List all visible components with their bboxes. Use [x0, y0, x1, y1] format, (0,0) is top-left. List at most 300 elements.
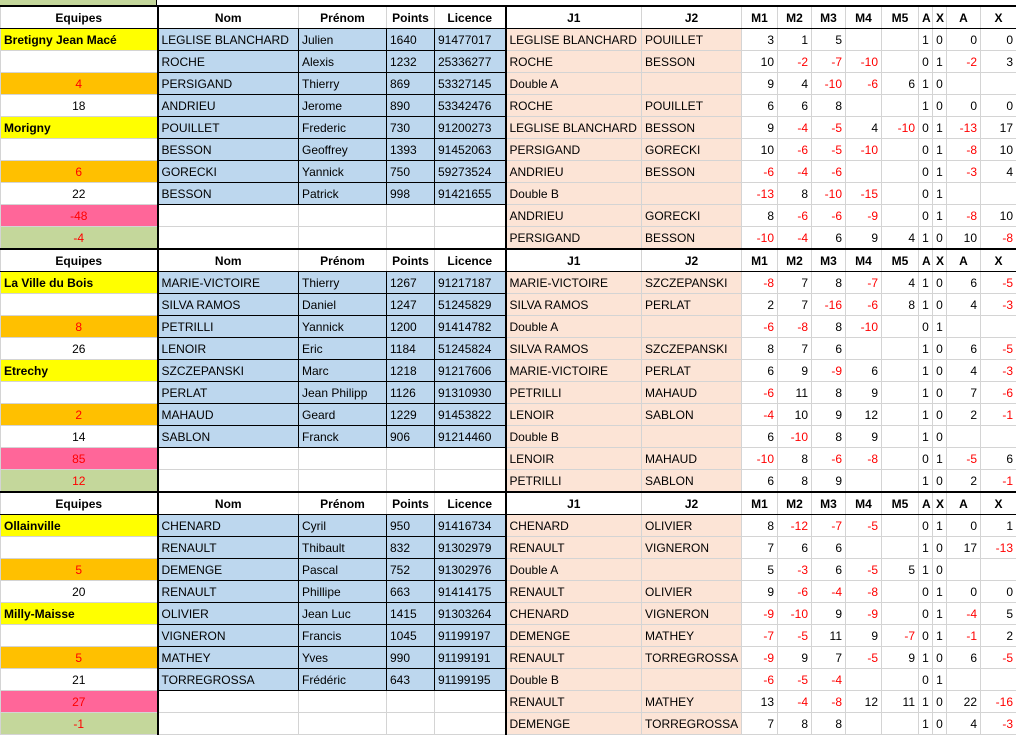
points-diff-a-cell[interactable]: [947, 316, 981, 338]
set-score-cell[interactable]: 8: [812, 272, 846, 294]
team-cell[interactable]: La Ville du Bois: [1, 272, 158, 294]
points-diff-a-cell[interactable]: -1: [947, 625, 981, 647]
points-diff-a-cell[interactable]: 4: [947, 713, 981, 735]
set-score-cell[interactable]: [882, 183, 919, 205]
win-cell[interactable]: 0: [919, 183, 933, 205]
player-points-cell[interactable]: 1640: [387, 29, 435, 51]
team-cell[interactable]: 18: [1, 95, 158, 117]
win-cell[interactable]: 0: [919, 669, 933, 691]
set-score-cell[interactable]: -7: [812, 51, 846, 73]
set-score-cell[interactable]: 9: [846, 227, 882, 250]
set-score-cell[interactable]: [882, 448, 919, 470]
player-licence-cell[interactable]: 91477017: [435, 29, 506, 51]
player-firstname-cell[interactable]: Thierry: [299, 73, 387, 95]
player-points-cell[interactable]: 1200: [387, 316, 435, 338]
points-diff-x-cell[interactable]: -3: [981, 294, 1016, 316]
points-diff-a-cell[interactable]: [947, 183, 981, 205]
set-score-cell[interactable]: 9: [742, 117, 778, 139]
match-player2-cell[interactable]: PERLAT: [642, 360, 742, 382]
player-name-cell[interactable]: CHENARD: [158, 515, 299, 537]
set-score-cell[interactable]: -10: [778, 426, 812, 448]
set-score-cell[interactable]: 6: [742, 426, 778, 448]
points-diff-a-cell[interactable]: 6: [947, 272, 981, 294]
match-player2-cell[interactable]: [642, 559, 742, 581]
match-player2-cell[interactable]: POUILLET: [642, 29, 742, 51]
player-points-cell[interactable]: 1232: [387, 51, 435, 73]
points-diff-a-cell[interactable]: 0: [947, 581, 981, 603]
player-licence-cell[interactable]: [435, 227, 506, 250]
team-cell[interactable]: [1, 625, 158, 647]
set-score-cell[interactable]: 8: [812, 382, 846, 404]
set-score-cell[interactable]: -9: [846, 205, 882, 227]
player-licence-cell[interactable]: 91421655: [435, 183, 506, 205]
points-diff-a-cell[interactable]: 6: [947, 338, 981, 360]
player-points-cell[interactable]: 1247: [387, 294, 435, 316]
set-score-cell[interactable]: -12: [778, 515, 812, 537]
points-diff-x-cell[interactable]: [981, 73, 1016, 95]
set-score-cell[interactable]: -10: [846, 139, 882, 161]
win-cell[interactable]: 0: [919, 515, 933, 537]
player-firstname-cell[interactable]: Frédéric: [299, 669, 387, 691]
loss-cell[interactable]: 1: [933, 316, 947, 338]
team-cell[interactable]: 26: [1, 338, 158, 360]
player-points-cell[interactable]: 832: [387, 537, 435, 559]
loss-cell[interactable]: 0: [933, 338, 947, 360]
win-cell[interactable]: 0: [919, 448, 933, 470]
set-score-cell[interactable]: 9: [742, 73, 778, 95]
set-score-cell[interactable]: -5: [846, 515, 882, 537]
player-firstname-cell[interactable]: Julien: [299, 29, 387, 51]
set-score-cell[interactable]: [882, 669, 919, 691]
player-name-cell[interactable]: LENOIR: [158, 338, 299, 360]
points-diff-x-cell[interactable]: -3: [981, 713, 1016, 735]
set-score-cell[interactable]: [882, 382, 919, 404]
player-points-cell[interactable]: 1184: [387, 338, 435, 360]
points-diff-x-cell[interactable]: 10: [981, 205, 1016, 227]
player-points-cell[interactable]: 1393: [387, 139, 435, 161]
player-points-cell[interactable]: 663: [387, 581, 435, 603]
player-firstname-cell[interactable]: Pascal: [299, 559, 387, 581]
player-licence-cell[interactable]: 91414782: [435, 316, 506, 338]
loss-cell[interactable]: 1: [933, 603, 947, 625]
loss-cell[interactable]: 0: [933, 360, 947, 382]
player-firstname-cell[interactable]: Cyril: [299, 515, 387, 537]
match-player2-cell[interactable]: MATHEY: [642, 691, 742, 713]
set-score-cell[interactable]: -9: [812, 360, 846, 382]
win-cell[interactable]: 0: [919, 205, 933, 227]
match-player1-cell[interactable]: RENAULT: [506, 537, 642, 559]
set-score-cell[interactable]: -5: [778, 625, 812, 647]
points-diff-a-cell[interactable]: -2: [947, 51, 981, 73]
set-score-cell[interactable]: -4: [742, 404, 778, 426]
set-score-cell[interactable]: -10: [742, 227, 778, 250]
loss-cell[interactable]: 0: [933, 272, 947, 294]
loss-cell[interactable]: 0: [933, 73, 947, 95]
player-firstname-cell[interactable]: Jean Luc: [299, 603, 387, 625]
set-score-cell[interactable]: [882, 713, 919, 735]
match-player1-cell[interactable]: ROCHE: [506, 95, 642, 117]
player-name-cell[interactable]: [158, 448, 299, 470]
set-score-cell[interactable]: 8: [778, 470, 812, 493]
player-licence-cell[interactable]: 25336277: [435, 51, 506, 73]
player-licence-cell[interactable]: 91302976: [435, 559, 506, 581]
set-score-cell[interactable]: -8: [778, 316, 812, 338]
player-licence-cell[interactable]: 91217606: [435, 360, 506, 382]
player-licence-cell[interactable]: [435, 448, 506, 470]
points-diff-x-cell[interactable]: -16: [981, 691, 1016, 713]
loss-cell[interactable]: 0: [933, 647, 947, 669]
set-score-cell[interactable]: 5: [812, 29, 846, 51]
match-player2-cell[interactable]: SZCZEPANSKI: [642, 338, 742, 360]
player-name-cell[interactable]: [158, 205, 299, 227]
win-cell[interactable]: 0: [919, 625, 933, 647]
match-player1-cell[interactable]: PERSIGAND: [506, 139, 642, 161]
win-cell[interactable]: 1: [919, 470, 933, 493]
set-score-cell[interactable]: -10: [846, 51, 882, 73]
player-points-cell[interactable]: 643: [387, 669, 435, 691]
team-cell[interactable]: 27: [1, 691, 158, 713]
points-diff-x-cell[interactable]: 1: [981, 515, 1016, 537]
set-score-cell[interactable]: -6: [742, 316, 778, 338]
set-score-cell[interactable]: -6: [812, 205, 846, 227]
set-score-cell[interactable]: 4: [778, 73, 812, 95]
player-firstname-cell[interactable]: Patrick: [299, 183, 387, 205]
points-diff-x-cell[interactable]: -1: [981, 470, 1016, 493]
points-diff-x-cell[interactable]: 10: [981, 139, 1016, 161]
set-score-cell[interactable]: [846, 669, 882, 691]
set-score-cell[interactable]: [882, 338, 919, 360]
match-player1-cell[interactable]: Double A: [506, 559, 642, 581]
set-score-cell[interactable]: 4: [882, 272, 919, 294]
set-score-cell[interactable]: 7: [812, 647, 846, 669]
player-points-cell[interactable]: 1218: [387, 360, 435, 382]
match-player2-cell[interactable]: OLIVIER: [642, 581, 742, 603]
match-player2-cell[interactable]: BESSON: [642, 161, 742, 183]
points-diff-x-cell[interactable]: [981, 669, 1016, 691]
team-cell[interactable]: 5: [1, 559, 158, 581]
loss-cell[interactable]: 0: [933, 691, 947, 713]
set-score-cell[interactable]: 9: [778, 360, 812, 382]
loss-cell[interactable]: 1: [933, 581, 947, 603]
set-score-cell[interactable]: 7: [742, 537, 778, 559]
set-score-cell[interactable]: 8: [882, 294, 919, 316]
player-points-cell[interactable]: [387, 205, 435, 227]
points-diff-a-cell[interactable]: 2: [947, 404, 981, 426]
set-score-cell[interactable]: -6: [742, 161, 778, 183]
match-player1-cell[interactable]: Double B: [506, 183, 642, 205]
set-score-cell[interactable]: -9: [742, 603, 778, 625]
team-cell[interactable]: 20: [1, 581, 158, 603]
set-score-cell[interactable]: 10: [778, 404, 812, 426]
player-licence-cell[interactable]: 91302979: [435, 537, 506, 559]
set-score-cell[interactable]: [846, 713, 882, 735]
loss-cell[interactable]: 0: [933, 227, 947, 250]
player-name-cell[interactable]: [158, 470, 299, 493]
win-cell[interactable]: 0: [919, 316, 933, 338]
points-diff-x-cell[interactable]: -5: [981, 338, 1016, 360]
points-diff-a-cell[interactable]: 0: [947, 515, 981, 537]
points-diff-a-cell[interactable]: [947, 669, 981, 691]
points-diff-x-cell[interactable]: -1: [981, 404, 1016, 426]
set-score-cell[interactable]: 9: [846, 426, 882, 448]
player-name-cell[interactable]: MAHAUD: [158, 404, 299, 426]
points-diff-x-cell[interactable]: 5: [981, 603, 1016, 625]
win-cell[interactable]: 1: [919, 294, 933, 316]
win-cell[interactable]: 1: [919, 360, 933, 382]
win-cell[interactable]: 0: [919, 581, 933, 603]
points-diff-a-cell[interactable]: [947, 73, 981, 95]
set-score-cell[interactable]: 9: [742, 581, 778, 603]
match-player1-cell[interactable]: LEGLISE BLANCHARD: [506, 117, 642, 139]
player-name-cell[interactable]: VIGNERON: [158, 625, 299, 647]
player-firstname-cell[interactable]: Frederic: [299, 117, 387, 139]
points-diff-x-cell[interactable]: 3: [981, 51, 1016, 73]
win-cell[interactable]: 1: [919, 95, 933, 117]
match-player2-cell[interactable]: POUILLET: [642, 95, 742, 117]
player-firstname-cell[interactable]: Geard: [299, 404, 387, 426]
loss-cell[interactable]: 0: [933, 426, 947, 448]
player-name-cell[interactable]: PERLAT: [158, 382, 299, 404]
player-name-cell[interactable]: POUILLET: [158, 117, 299, 139]
match-player2-cell[interactable]: MAHAUD: [642, 382, 742, 404]
set-score-cell[interactable]: [846, 470, 882, 493]
set-score-cell[interactable]: [846, 29, 882, 51]
set-score-cell[interactable]: 1: [778, 29, 812, 51]
match-player1-cell[interactable]: SILVA RAMOS: [506, 294, 642, 316]
set-score-cell[interactable]: -6: [846, 294, 882, 316]
set-score-cell[interactable]: -6: [812, 161, 846, 183]
win-cell[interactable]: 0: [919, 161, 933, 183]
points-diff-a-cell[interactable]: -5: [947, 448, 981, 470]
points-diff-x-cell[interactable]: [981, 316, 1016, 338]
set-score-cell[interactable]: -4: [812, 581, 846, 603]
points-diff-a-cell[interactable]: 0: [947, 29, 981, 51]
set-score-cell[interactable]: 8: [778, 448, 812, 470]
match-player1-cell[interactable]: ANDRIEU: [506, 161, 642, 183]
win-cell[interactable]: 1: [919, 426, 933, 448]
set-score-cell[interactable]: 8: [812, 316, 846, 338]
match-player2-cell[interactable]: [642, 73, 742, 95]
set-score-cell[interactable]: 12: [846, 691, 882, 713]
team-cell[interactable]: [1, 537, 158, 559]
points-diff-x-cell[interactable]: 2: [981, 625, 1016, 647]
player-points-cell[interactable]: 998: [387, 183, 435, 205]
player-name-cell[interactable]: LEGLISE BLANCHARD: [158, 29, 299, 51]
set-score-cell[interactable]: -10: [882, 117, 919, 139]
loss-cell[interactable]: 0: [933, 559, 947, 581]
team-cell[interactable]: [1, 382, 158, 404]
loss-cell[interactable]: 1: [933, 139, 947, 161]
player-points-cell[interactable]: 1267: [387, 272, 435, 294]
set-score-cell[interactable]: 10: [742, 51, 778, 73]
points-diff-a-cell[interactable]: -3: [947, 161, 981, 183]
match-player1-cell[interactable]: LENOIR: [506, 404, 642, 426]
player-licence-cell[interactable]: 91199197: [435, 625, 506, 647]
set-score-cell[interactable]: 6: [778, 537, 812, 559]
set-score-cell[interactable]: 6: [812, 537, 846, 559]
team-cell[interactable]: 6: [1, 161, 158, 183]
player-firstname-cell[interactable]: [299, 691, 387, 713]
player-licence-cell[interactable]: 91199195: [435, 669, 506, 691]
player-firstname-cell[interactable]: Daniel: [299, 294, 387, 316]
set-score-cell[interactable]: -10: [742, 448, 778, 470]
set-score-cell[interactable]: 9: [882, 647, 919, 669]
points-diff-x-cell[interactable]: [981, 426, 1016, 448]
win-cell[interactable]: 0: [919, 51, 933, 73]
match-player2-cell[interactable]: SABLON: [642, 404, 742, 426]
set-score-cell[interactable]: -5: [812, 139, 846, 161]
set-score-cell[interactable]: -7: [846, 272, 882, 294]
player-firstname-cell[interactable]: Geoffrey: [299, 139, 387, 161]
set-score-cell[interactable]: -10: [812, 183, 846, 205]
set-score-cell[interactable]: [882, 139, 919, 161]
match-player2-cell[interactable]: MATHEY: [642, 625, 742, 647]
team-cell[interactable]: [1, 294, 158, 316]
player-firstname-cell[interactable]: Thibault: [299, 537, 387, 559]
points-diff-a-cell[interactable]: 7: [947, 382, 981, 404]
set-score-cell[interactable]: [882, 360, 919, 382]
player-name-cell[interactable]: BESSON: [158, 139, 299, 161]
loss-cell[interactable]: 1: [933, 448, 947, 470]
set-score-cell[interactable]: 7: [778, 272, 812, 294]
match-player1-cell[interactable]: Double A: [506, 316, 642, 338]
set-score-cell[interactable]: 3: [742, 29, 778, 51]
set-score-cell[interactable]: -5: [778, 669, 812, 691]
loss-cell[interactable]: 1: [933, 669, 947, 691]
player-licence-cell[interactable]: 91414175: [435, 581, 506, 603]
player-licence-cell[interactable]: 51245829: [435, 294, 506, 316]
player-name-cell[interactable]: SZCZEPANSKI: [158, 360, 299, 382]
points-diff-x-cell[interactable]: -3: [981, 360, 1016, 382]
points-diff-x-cell[interactable]: 0: [981, 581, 1016, 603]
win-cell[interactable]: 0: [919, 603, 933, 625]
team-cell[interactable]: 8: [1, 316, 158, 338]
match-player1-cell[interactable]: LENOIR: [506, 448, 642, 470]
set-score-cell[interactable]: 8: [778, 183, 812, 205]
team-cell[interactable]: Milly-Maisse: [1, 603, 158, 625]
set-score-cell[interactable]: -8: [742, 272, 778, 294]
set-score-cell[interactable]: [882, 95, 919, 117]
set-score-cell[interactable]: 8: [778, 713, 812, 735]
player-name-cell[interactable]: PERSIGAND: [158, 73, 299, 95]
team-cell[interactable]: 12: [1, 470, 158, 493]
match-player1-cell[interactable]: MARIE-VICTOIRE: [506, 272, 642, 294]
set-score-cell[interactable]: 6: [742, 470, 778, 493]
set-score-cell[interactable]: -6: [742, 669, 778, 691]
player-points-cell[interactable]: 750: [387, 161, 435, 183]
match-player2-cell[interactable]: TORREGROSSA: [642, 713, 742, 735]
set-score-cell[interactable]: [882, 51, 919, 73]
player-name-cell[interactable]: OLIVIER: [158, 603, 299, 625]
player-name-cell[interactable]: GORECKI: [158, 161, 299, 183]
points-diff-a-cell[interactable]: -4: [947, 603, 981, 625]
points-diff-a-cell[interactable]: 10: [947, 227, 981, 250]
set-score-cell[interactable]: -9: [846, 603, 882, 625]
loss-cell[interactable]: 0: [933, 537, 947, 559]
set-score-cell[interactable]: [846, 95, 882, 117]
team-cell[interactable]: 85: [1, 448, 158, 470]
match-player2-cell[interactable]: [642, 669, 742, 691]
player-name-cell[interactable]: MATHEY: [158, 647, 299, 669]
set-score-cell[interactable]: 8: [812, 426, 846, 448]
set-score-cell[interactable]: -5: [812, 117, 846, 139]
set-score-cell[interactable]: -10: [846, 316, 882, 338]
player-firstname-cell[interactable]: Jean Philipp: [299, 382, 387, 404]
points-diff-x-cell[interactable]: [981, 183, 1016, 205]
player-name-cell[interactable]: SABLON: [158, 426, 299, 448]
loss-cell[interactable]: 1: [933, 117, 947, 139]
match-player2-cell[interactable]: SABLON: [642, 470, 742, 493]
player-firstname-cell[interactable]: Thierry: [299, 272, 387, 294]
team-cell[interactable]: 2: [1, 404, 158, 426]
player-firstname-cell[interactable]: [299, 448, 387, 470]
player-licence-cell[interactable]: 91217187: [435, 272, 506, 294]
player-firstname-cell[interactable]: [299, 227, 387, 250]
match-player1-cell[interactable]: ANDRIEU: [506, 205, 642, 227]
player-firstname-cell[interactable]: Yannick: [299, 316, 387, 338]
win-cell[interactable]: 1: [919, 691, 933, 713]
set-score-cell[interactable]: -9: [742, 647, 778, 669]
win-cell[interactable]: 1: [919, 227, 933, 250]
player-points-cell[interactable]: 1229: [387, 404, 435, 426]
set-score-cell[interactable]: 6: [812, 227, 846, 250]
win-cell[interactable]: 1: [919, 647, 933, 669]
points-diff-x-cell[interactable]: 0: [981, 29, 1016, 51]
set-score-cell[interactable]: -6: [812, 448, 846, 470]
player-points-cell[interactable]: 730: [387, 117, 435, 139]
player-points-cell[interactable]: 752: [387, 559, 435, 581]
points-diff-x-cell[interactable]: -13: [981, 537, 1016, 559]
match-player1-cell[interactable]: RENAULT: [506, 691, 642, 713]
set-score-cell[interactable]: 9: [846, 625, 882, 647]
player-points-cell[interactable]: [387, 470, 435, 493]
match-player2-cell[interactable]: SZCZEPANSKI: [642, 272, 742, 294]
set-score-cell[interactable]: -10: [778, 603, 812, 625]
set-score-cell[interactable]: 7: [778, 294, 812, 316]
set-score-cell[interactable]: -10: [812, 73, 846, 95]
player-licence-cell[interactable]: [435, 470, 506, 493]
match-player1-cell[interactable]: CHENARD: [506, 515, 642, 537]
set-score-cell[interactable]: -6: [778, 581, 812, 603]
player-firstname-cell[interactable]: [299, 470, 387, 493]
points-diff-x-cell[interactable]: -5: [981, 272, 1016, 294]
player-licence-cell[interactable]: 91214460: [435, 426, 506, 448]
match-player2-cell[interactable]: PERLAT: [642, 294, 742, 316]
set-score-cell[interactable]: 8: [742, 338, 778, 360]
match-player2-cell[interactable]: BESSON: [642, 117, 742, 139]
player-name-cell[interactable]: PETRILLI: [158, 316, 299, 338]
points-diff-x-cell[interactable]: -8: [981, 227, 1016, 250]
player-licence-cell[interactable]: 51245824: [435, 338, 506, 360]
team-cell[interactable]: [1, 51, 158, 73]
team-cell[interactable]: Etrechy: [1, 360, 158, 382]
win-cell[interactable]: 1: [919, 559, 933, 581]
player-points-cell[interactable]: [387, 691, 435, 713]
set-score-cell[interactable]: [882, 316, 919, 338]
player-firstname-cell[interactable]: Alexis: [299, 51, 387, 73]
player-name-cell[interactable]: MARIE-VICTOIRE: [158, 272, 299, 294]
points-diff-a-cell[interactable]: 22: [947, 691, 981, 713]
player-points-cell[interactable]: 990: [387, 647, 435, 669]
player-firstname-cell[interactable]: Yves: [299, 647, 387, 669]
loss-cell[interactable]: 1: [933, 51, 947, 73]
loss-cell[interactable]: 1: [933, 161, 947, 183]
set-score-cell[interactable]: [882, 161, 919, 183]
match-player2-cell[interactable]: VIGNERON: [642, 603, 742, 625]
loss-cell[interactable]: 1: [933, 183, 947, 205]
set-score-cell[interactable]: 9: [812, 603, 846, 625]
win-cell[interactable]: 1: [919, 537, 933, 559]
